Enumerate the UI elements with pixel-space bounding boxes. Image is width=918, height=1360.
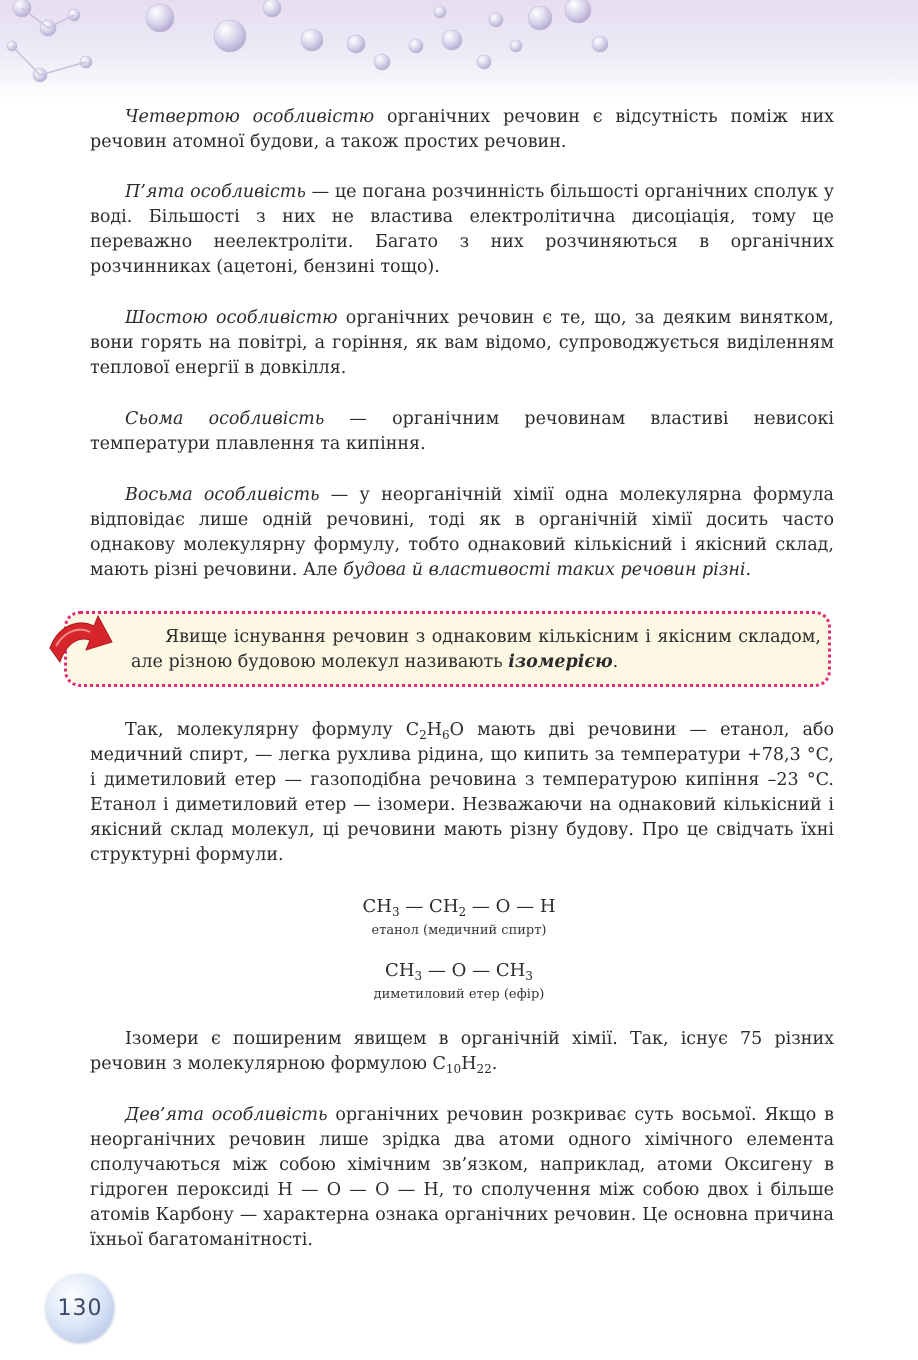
term-eighth: Восьма особливість	[125, 485, 320, 505]
paragraph-eighth: Восьма особливість — у неорганічній хімії одна молекулярна формула відповідає лише одній речовині, тоді як в органічній хімії досить часто однакову молекулярну формулу, тобто однаковий кількісний і якісний склад, мають різні речовини. Але будова й властивості таких речовин різні.	[90, 485, 834, 580]
paragraph-fourth: Четвертою особливістю органічних речовин є відсутність поміж них речовин атомної будови, а також простих речовин.	[90, 107, 834, 152]
formula-dimethyl-ether: $CH_3$ — O — $CH_3$	[385, 960, 533, 983]
paragraph-ninth: Дев’ята особливість органічних речовин розкриває суть восьмої. Якщо в неорганічних речовин лише зрідка два атоми одного хімічного елемента сполучаються між собою хімічним зв’язком, наприклад, атоми Оксигену в гідроген пероксиді H — O — O — H, то сполучення між собою двох і більше атомів Карбону — характерна ознака органічних речовин. Це основна причина їхньої багатоманітності.	[90, 1105, 835, 1250]
curved-arrow-icon	[44, 612, 116, 674]
definition-box	[64, 611, 831, 687]
header-banner	[0, 0, 918, 100]
paragraph-seventh: Сьома особливість — органічним речовинам властиві невисокі температури плавлення та кипіння.	[90, 409, 834, 454]
term-fourth: Четвертою особливістю	[125, 107, 375, 127]
page-number: 130	[46, 1274, 114, 1342]
caption-dimethyl-ether: диметиловий етер (ефір)	[373, 987, 545, 1002]
term-fifth: П’ята особливість	[125, 182, 306, 202]
paragraph-fifth: П’ята особливість — це погана розчинність більшості органічних сполук у воді. Більшості з них не властива електролітична дисоціація, тому це переважно неелектроліти. Багато з них розчиняються в органічних розчинниках (ацетоні, бензині тощо).	[90, 182, 835, 277]
paragraph-isomers-common: Ізомери є поширеним явищем в органічній хімії. Так, існує 75 різних речовин з молекулярною формулою $C_{10}H_{22}$.	[90, 1029, 834, 1076]
definition-term: ізомерією	[508, 652, 613, 672]
bubbles-decoration	[0, 0, 918, 100]
formula-ethanol: $CH_3$ — $CH_2$ — O — H	[362, 896, 556, 919]
term-ninth: Дев’ята особливість	[125, 1105, 328, 1125]
term-seventh: Сьома особливість	[125, 409, 325, 429]
paragraph-sixth: Шостою особливістю органічних речовин є те, що, за деяким винятком, вони горять на повітрі, а горіння, як вам відомо, супроводжується виділенням теплової енергії в довкілля.	[90, 308, 834, 378]
term-sixth: Шостою особливістю	[125, 308, 338, 328]
paragraph-isomers-example: Так, молекулярну формулу $C_2H_6O$ мають дві речовини — етанол, або медичний спирт, — легка рухлива рідина, що кипить за температури +78,3 °C, і диметиловий етер — газоподібна речовина з температурою кипіння –23 °C. Етанол і диметиловий етер — ізомери. Незважаючи на однаковий кількісний і якісний склад молекул, ці речовини мають різну будову. Про це свідчать їхні структурні формули.	[90, 720, 834, 865]
caption-ethanol: етанол (медичний спирт)	[371, 923, 547, 938]
definition-text: Явище існування речовин з однаковим кількісним і якісним складом, але різною будовою молекул називають ізомерією.	[131, 627, 821, 672]
